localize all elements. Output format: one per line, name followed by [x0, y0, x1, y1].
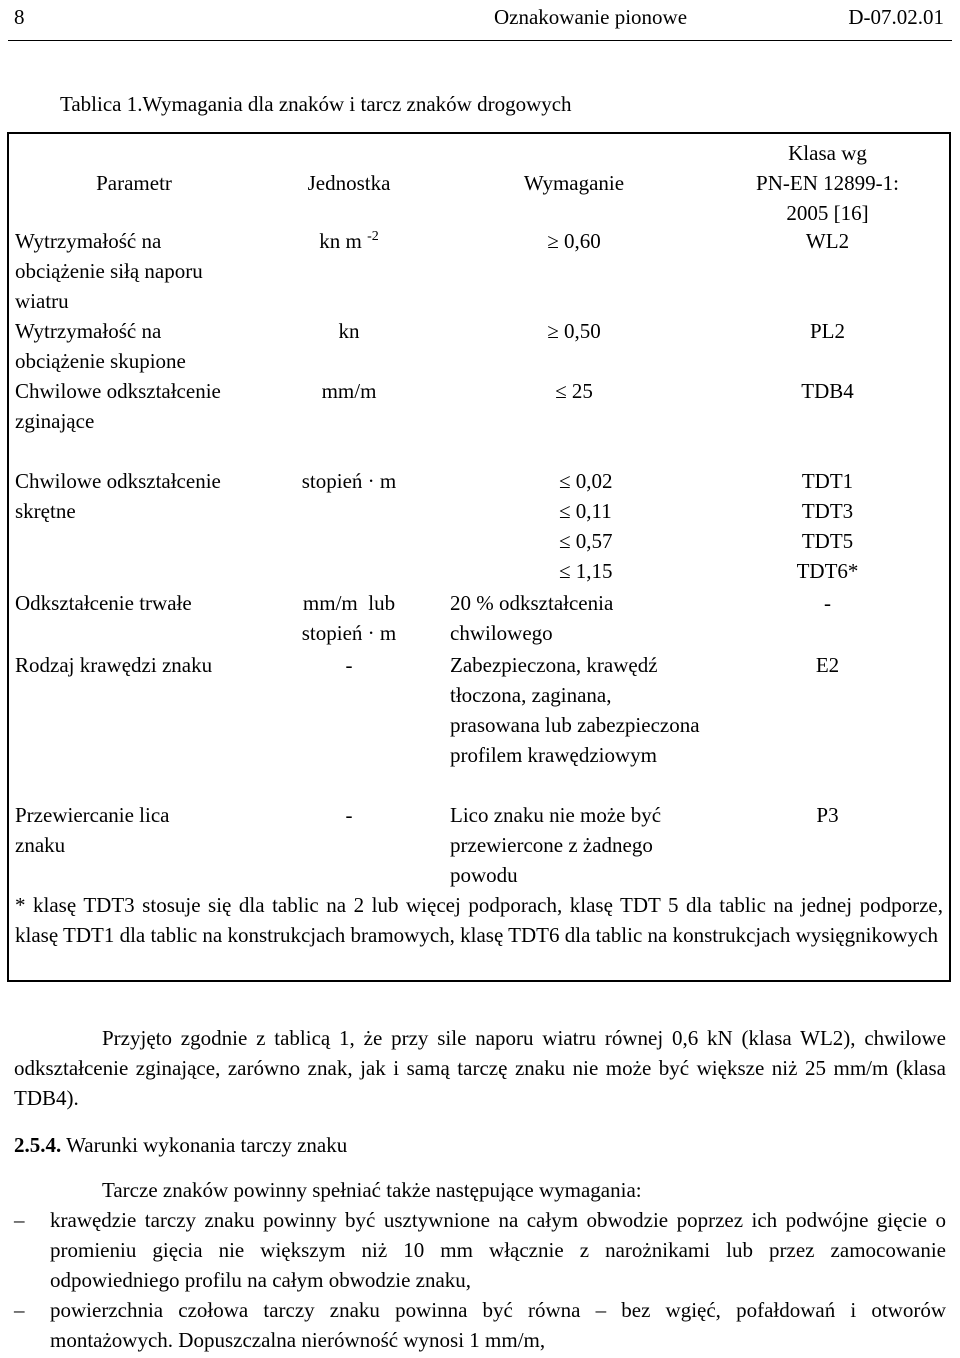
header-class	[709, 138, 946, 228]
header-class-line1: Klasa wg	[788, 141, 867, 165]
table-row	[9, 316, 949, 376]
row-class: -	[824, 591, 831, 615]
table-row	[9, 226, 949, 316]
header-class-line2: PN-EN 12899-1:	[756, 171, 899, 195]
requirements-table	[7, 132, 951, 982]
row-unit: -	[345, 803, 353, 827]
row-class: E2	[815, 653, 840, 677]
row-requirement: Lico znaku nie może być przewiercone z żadnego powodu	[450, 803, 662, 887]
list-item-text: krawędzie tarczy znaku powinny być usztywnione na całym obwodzie poprzez ich podwójne gięcie o promieniu gięcia nie większym niż 10 mm włącznie z narożnikami lub przez zamocowanie odpowiedniego profilu na całym obwodzie znaku,	[50, 1208, 946, 1292]
table-footnote-row	[9, 890, 949, 980]
section-number: 2.5.4.	[14, 1133, 62, 1157]
bullet-dash: –	[14, 1208, 25, 1232]
table-header-row	[9, 134, 949, 226]
document-code: D-07.02.01	[848, 5, 944, 29]
list-item-text: powierzchnia czołowa tarczy znaku powinna być równa – bez wgięć, pofałdowań i otworów montażowych. Dopuszczalna nierówność wynosi 1 mm/m,	[50, 1298, 946, 1352]
header-param: Parametr	[96, 171, 172, 195]
unit-line: mm/m lub	[302, 591, 396, 615]
row-class: P3	[816, 803, 839, 827]
row-param: Chwilowe odkształcenie skrętne	[15, 469, 221, 523]
row-param: Wytrzymałość na obciążenie skupione	[15, 319, 186, 373]
requirement-value: ≤ 0,57	[559, 529, 613, 553]
requirement-value: ≤ 1,15	[559, 559, 613, 583]
running-title: Oznakowanie pionowe	[494, 5, 688, 29]
list-item	[14, 1295, 946, 1355]
row-unit: -	[345, 653, 353, 677]
row-unit	[259, 588, 439, 648]
class-value: TDT3	[801, 499, 854, 523]
row-requirement: ≤ 25	[555, 379, 593, 403]
table-row	[9, 800, 949, 890]
section-title: Warunki wykonania tarczy znaku	[66, 1133, 348, 1157]
paragraph-requirements-intro: Tarcze znaków powinny spełniać także następujące wymagania:	[102, 1178, 642, 1202]
row-param: Chwilowe odkształcenie zginające	[15, 379, 221, 433]
table-row	[9, 650, 949, 800]
class-value: TDT6*	[796, 559, 859, 583]
class-value: TDT1	[801, 469, 854, 493]
row-param: Rodzaj krawędzi znaku	[15, 653, 213, 677]
table-row	[9, 466, 949, 588]
header-requirement: Wymaganie	[523, 171, 625, 195]
row-unit: kn m $^{-2}$	[319, 229, 379, 253]
table-footnote: * klasę TDT3 stosuje się dla tablic na 2 lub więcej podporach, klasę TDT 5 dla tablic na jednej podporze, klasę TDT1 dla tablic na konstrukcjach bramowych, klasę TDT6 dla tablic na konstrukcjach wysięgnikowych	[15, 893, 943, 947]
table-caption: Tablica 1.Wymagania dla znaków i tarcz znaków drogowych	[60, 92, 572, 116]
table-row	[9, 376, 949, 466]
row-param: Odkształcenie trwałe	[15, 591, 192, 615]
row-requirement: Zabezpieczona, krawędź tłoczona, zaginana, prasowana lub zabezpieczona profilem krawędziowym	[450, 653, 700, 767]
row-param: Wytrzymałość na obciążenie siłą naporu wiatru	[15, 229, 203, 313]
row-class: PL2	[809, 319, 845, 343]
unit-line: stopień · m	[301, 621, 397, 645]
row-class	[709, 466, 946, 586]
bullet-dash: –	[14, 1298, 25, 1322]
row-requirement	[444, 466, 704, 586]
row-unit: stopień · m	[301, 469, 397, 493]
row-requirement: 20 % odkształcenia chwilowego	[450, 591, 614, 645]
header-unit: Jednostka	[307, 171, 391, 195]
page-number: 8	[14, 5, 25, 29]
section-heading	[14, 1130, 347, 1160]
header-class-line3: 2005 [16]	[786, 201, 869, 225]
row-unit: mm/m	[321, 379, 377, 403]
list-item	[14, 1205, 946, 1295]
row-class: TDB4	[801, 379, 854, 403]
requirement-value: ≤ 0,11	[559, 499, 612, 523]
header-rule	[8, 40, 952, 41]
class-value: TDT5	[801, 529, 854, 553]
row-requirement: ≥ 0,60	[547, 229, 601, 253]
table-row	[9, 588, 949, 650]
requirement-value: ≤ 0,02	[559, 469, 613, 493]
row-requirement: ≥ 0,50	[547, 319, 601, 343]
page-header	[14, 0, 944, 40]
paragraph-wind-load: Przyjęto zgodnie z tablicą 1, że przy sile naporu wiatru równej 0,6 kN (klasa WL2), chwilowe odkształcenie zginające, zarówno znak, jak i samą tarczę znaku nie może być większe niż 25 mm/m (klasa TDB4).	[14, 1026, 946, 1110]
row-class: WL2	[805, 229, 850, 253]
row-unit: kn	[338, 319, 360, 343]
row-param: Przewiercanie lica znaku	[15, 803, 170, 857]
